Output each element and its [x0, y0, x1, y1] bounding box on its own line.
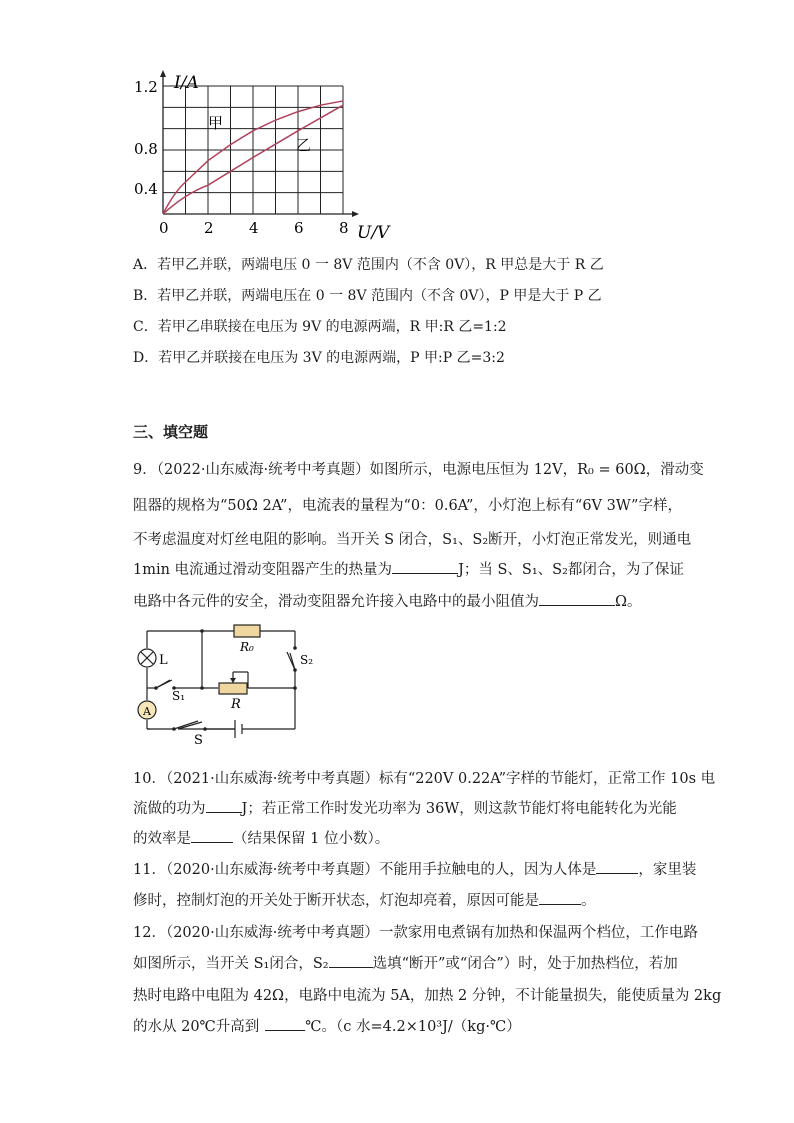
q9-line-4-a: 1min 电流通过滑动变阻器产生的热量为 [133, 562, 393, 578]
q11-line-1 [133, 858, 696, 879]
y-axis-label: I/A [174, 73, 199, 93]
q9-line-2: 阻器的规格为“50Ω 2A”，电流表的量程为“0：0.6A”，小灯泡上标有“6V 3W”字样， [133, 498, 682, 514]
section-title: 三、填空题 [133, 423, 209, 441]
q9-line-5-a: 电路中各元件的安全，滑动变阻器允许接入电路中的最小阻值为 [133, 594, 539, 610]
r0-resistor [234, 625, 260, 637]
q11-blank-reason[interactable] [539, 890, 581, 905]
s1-label: S₁ [172, 689, 186, 703]
q10-line-3-b: （结果保留 1 位小数）。 [233, 831, 390, 847]
iv-graph [128, 70, 398, 245]
q12-blank-switch[interactable] [329, 953, 373, 968]
s2-label: S₂ [300, 653, 314, 667]
y-axis-arrow-icon [160, 70, 166, 77]
circuit-diagram [130, 620, 314, 748]
ammeter-label: A [143, 705, 151, 718]
x-tick-2: 2 [204, 219, 214, 237]
q11-line-2-a: 修时，控制灯泡的开关处于断开状态，灯泡却亮着，原因可能是 [133, 893, 539, 909]
option-b: B．若甲乙并联，两端电压在 0 一 8V 范围内（不含 0V），P 甲是大于 P 乙 [133, 288, 602, 304]
y-tick-1-2: 1.2 [134, 78, 158, 96]
q10-blank-work[interactable] [206, 798, 242, 813]
x-axis-arrow-icon [352, 211, 359, 217]
q12-line-2-a: 如图所示，当开关 S₁闭合，S₂ [133, 956, 329, 972]
q11-line-1-b: ，家里装 [638, 862, 697, 878]
q9-line-5 [133, 590, 642, 611]
q12-line-3: 热时电路中电阻为 42Ω，电路中电流为 5A，加热 2 分钟，不计能量损失，能使质量为 2kg [133, 988, 722, 1004]
x-axis-label: U/V [357, 223, 390, 243]
q9-blank-resistance[interactable] [539, 591, 615, 606]
r-label: R [231, 697, 241, 712]
q11-blank-conductor[interactable] [596, 859, 638, 874]
y-tick-0-8: 0.8 [134, 140, 158, 158]
q12-line-4 [133, 1015, 521, 1036]
q10-line-2-b: J；若正常工作时发光功率为 36W，则这款节能灯将电能转化为光能 [241, 801, 677, 817]
q9-line-4-b: J；当 S、S₁、S₂都闭合，为了保证 [458, 562, 684, 578]
q12-line-1: 12．（2020·山东威海·统考中考真题）一款家用电煮锅有加热和保温两个档位，工作电路 [133, 925, 698, 941]
option-a: A．若甲乙并联，两端电压 0 一 8V 范围内（不含 0V），R 甲总是大于 R 乙 [133, 257, 604, 273]
curve-label-yi: 乙 [296, 136, 312, 154]
q12-line-2 [133, 952, 678, 973]
y-tick-0-4: 0.4 [134, 180, 158, 198]
q9-blank-heat[interactable] [392, 559, 458, 574]
x-tick-8: 8 [339, 219, 349, 237]
q12-line-4-b: ℃。（c 水=4.2×10³J/（kg·℃） [305, 1019, 521, 1035]
q11-line-2 [133, 889, 596, 910]
q12-blank-temperature[interactable] [265, 1016, 305, 1031]
option-d: D．若甲乙并联接在电压为 3V 的电源两端，P 甲:P 乙=3:2 [133, 350, 505, 366]
q9-line-4 [133, 558, 684, 579]
q9-line-3: 不考虑温度对灯丝电阻的影响。当开关 S 闭合，S₁、S₂断开，小灯泡正常发光，则通电 [133, 532, 692, 548]
s-label: S [194, 733, 203, 748]
x-tick-6: 6 [294, 219, 304, 237]
q12-line-2-b: 选填“断开”或“闭合”）时，处于加热档位，若加 [372, 956, 678, 972]
q12-line-4-a: 的水从 20℃升高到 [133, 1019, 260, 1035]
q10-line-2 [133, 797, 677, 818]
rheostat [219, 683, 247, 694]
q11-line-1-a: 11．（2020·山东威海·统考中考真题）不能用手拉触电的人，因为人体是 [133, 862, 597, 878]
q10-line-2-a: 流做的功为 [133, 801, 206, 817]
r0-label: R₀ [240, 640, 254, 654]
q10-line-3 [133, 827, 389, 848]
q10-line-3-a: 的效率是 [133, 831, 191, 847]
q10-blank-efficiency[interactable] [191, 828, 233, 843]
q9-line-1: 9．（2022·山东威海·统考中考真题）如图所示，电源电压恒为 12V，R₀ = 60Ω，滑动变 [133, 462, 704, 478]
curve-label-jia: 甲 [208, 114, 224, 132]
lamp-label: L [159, 653, 168, 668]
option-c: C．若甲乙串联接在电压为 9V 的电源两端，R 甲:R 乙=1:2 [133, 319, 507, 335]
x-tick-0: 0 [159, 219, 169, 237]
q10-line-1: 10．（2021·山东威海·统考中考真题）标有“220V 0.22A”字样的节能灯，正常工作 10s 电 [133, 771, 716, 787]
q9-line-5-b: Ω。 [615, 594, 642, 610]
x-tick-4: 4 [249, 219, 259, 237]
q11-line-2-b: 。 [581, 893, 596, 909]
